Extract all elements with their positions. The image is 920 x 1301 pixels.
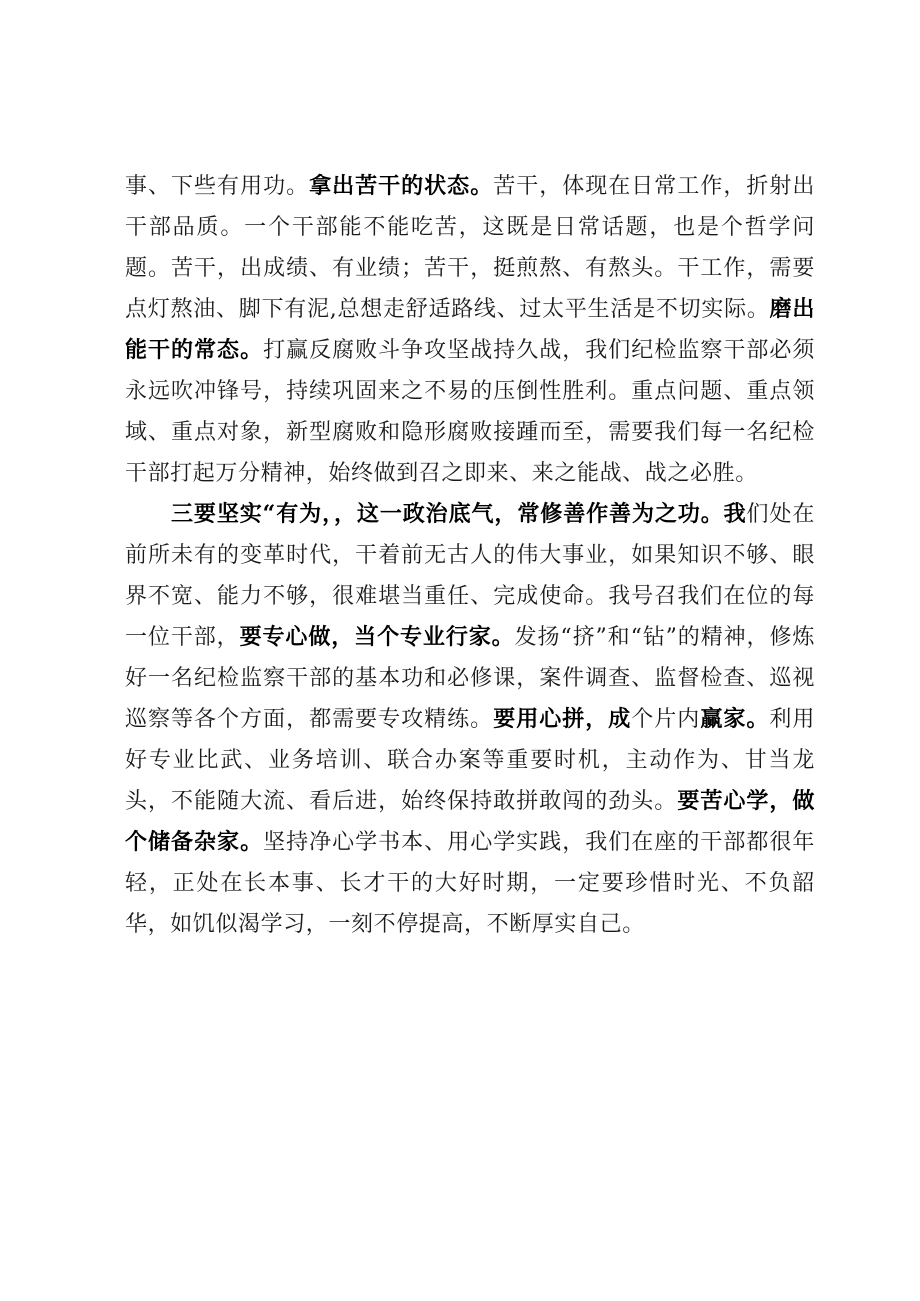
bold-heading-run: 磨出能干的常态。 (125, 296, 815, 363)
text-run: 苦干，体现在日常工作，折射出干部品质。一个干部能不能吃苦，这既是日常话题，也是个哲学问题。苦干，出成绩、有业绩；苦干，挺煎熬、有熬头。干工作，需要点灯熬油、脚下有泥,总想走舒适路线、过太平生活是不切实际。 (125, 174, 815, 322)
text-run: 们处在前所未有的变革时代，干着前无古人的伟大事业，如果知识不够、眼界不宽、能力不够，很难堪当重任、完成使命。我号召我们在位的每一位干部， (125, 502, 815, 650)
text-run: 个片内 (631, 707, 701, 732)
bold-heading-run: 赢家。 (700, 706, 770, 732)
bold-heading-run: 要用心拼，成 (493, 706, 632, 732)
text-run: 事、下些有用功。 (125, 174, 310, 199)
text-run: 坚持净心学书本、用心学实践，我们在座的干部都很年轻，正处在长本事、长才干的大好时期，一定要珍惜时光、不负韶华，如饥似渴学习，一刻不停提高，不断厚实自己。 (125, 830, 816, 937)
body-text (125, 166, 815, 945)
paragraph-2 (125, 494, 815, 945)
text-run: 发扬“挤”和“钻”的精神，修炼好一名纪检监察干部的基本功和必修课，案件调查、监督检查、巡视巡察等各个方面，都需要专攻精练。 (125, 625, 815, 732)
text-run: 利用好专业比武、业务培训、联合办案等重要时机，主动作为、甘当龙头，不能随大流、看后进，始终保持敢拼敢闯的劲头。 (125, 707, 815, 814)
paragraph-1 (125, 166, 815, 494)
bold-heading-run: 要苦心学，做个储备杂家。 (125, 788, 815, 855)
bold-heading-run: 三要坚实“有为，，这一政治底气，常修善作善为之功。我 (171, 501, 747, 527)
text-run: 打赢反腐败斗争攻坚战持久战，我们纪检监察干部必须永远吹冲锋号，持续巩固来之不易的压倒性胜利。重点问题、重点领域、重点对象，新型腐败和隐形腐败接踵而至，需要我们每一名纪检干部打起万分精神，始终做到召之即来、来之能战、战之必胜。 (125, 338, 816, 486)
bold-heading-run: 拿出苦干的状态。 (309, 173, 494, 199)
bold-heading-run: 要专心做，当个专业行家。 (239, 624, 515, 650)
